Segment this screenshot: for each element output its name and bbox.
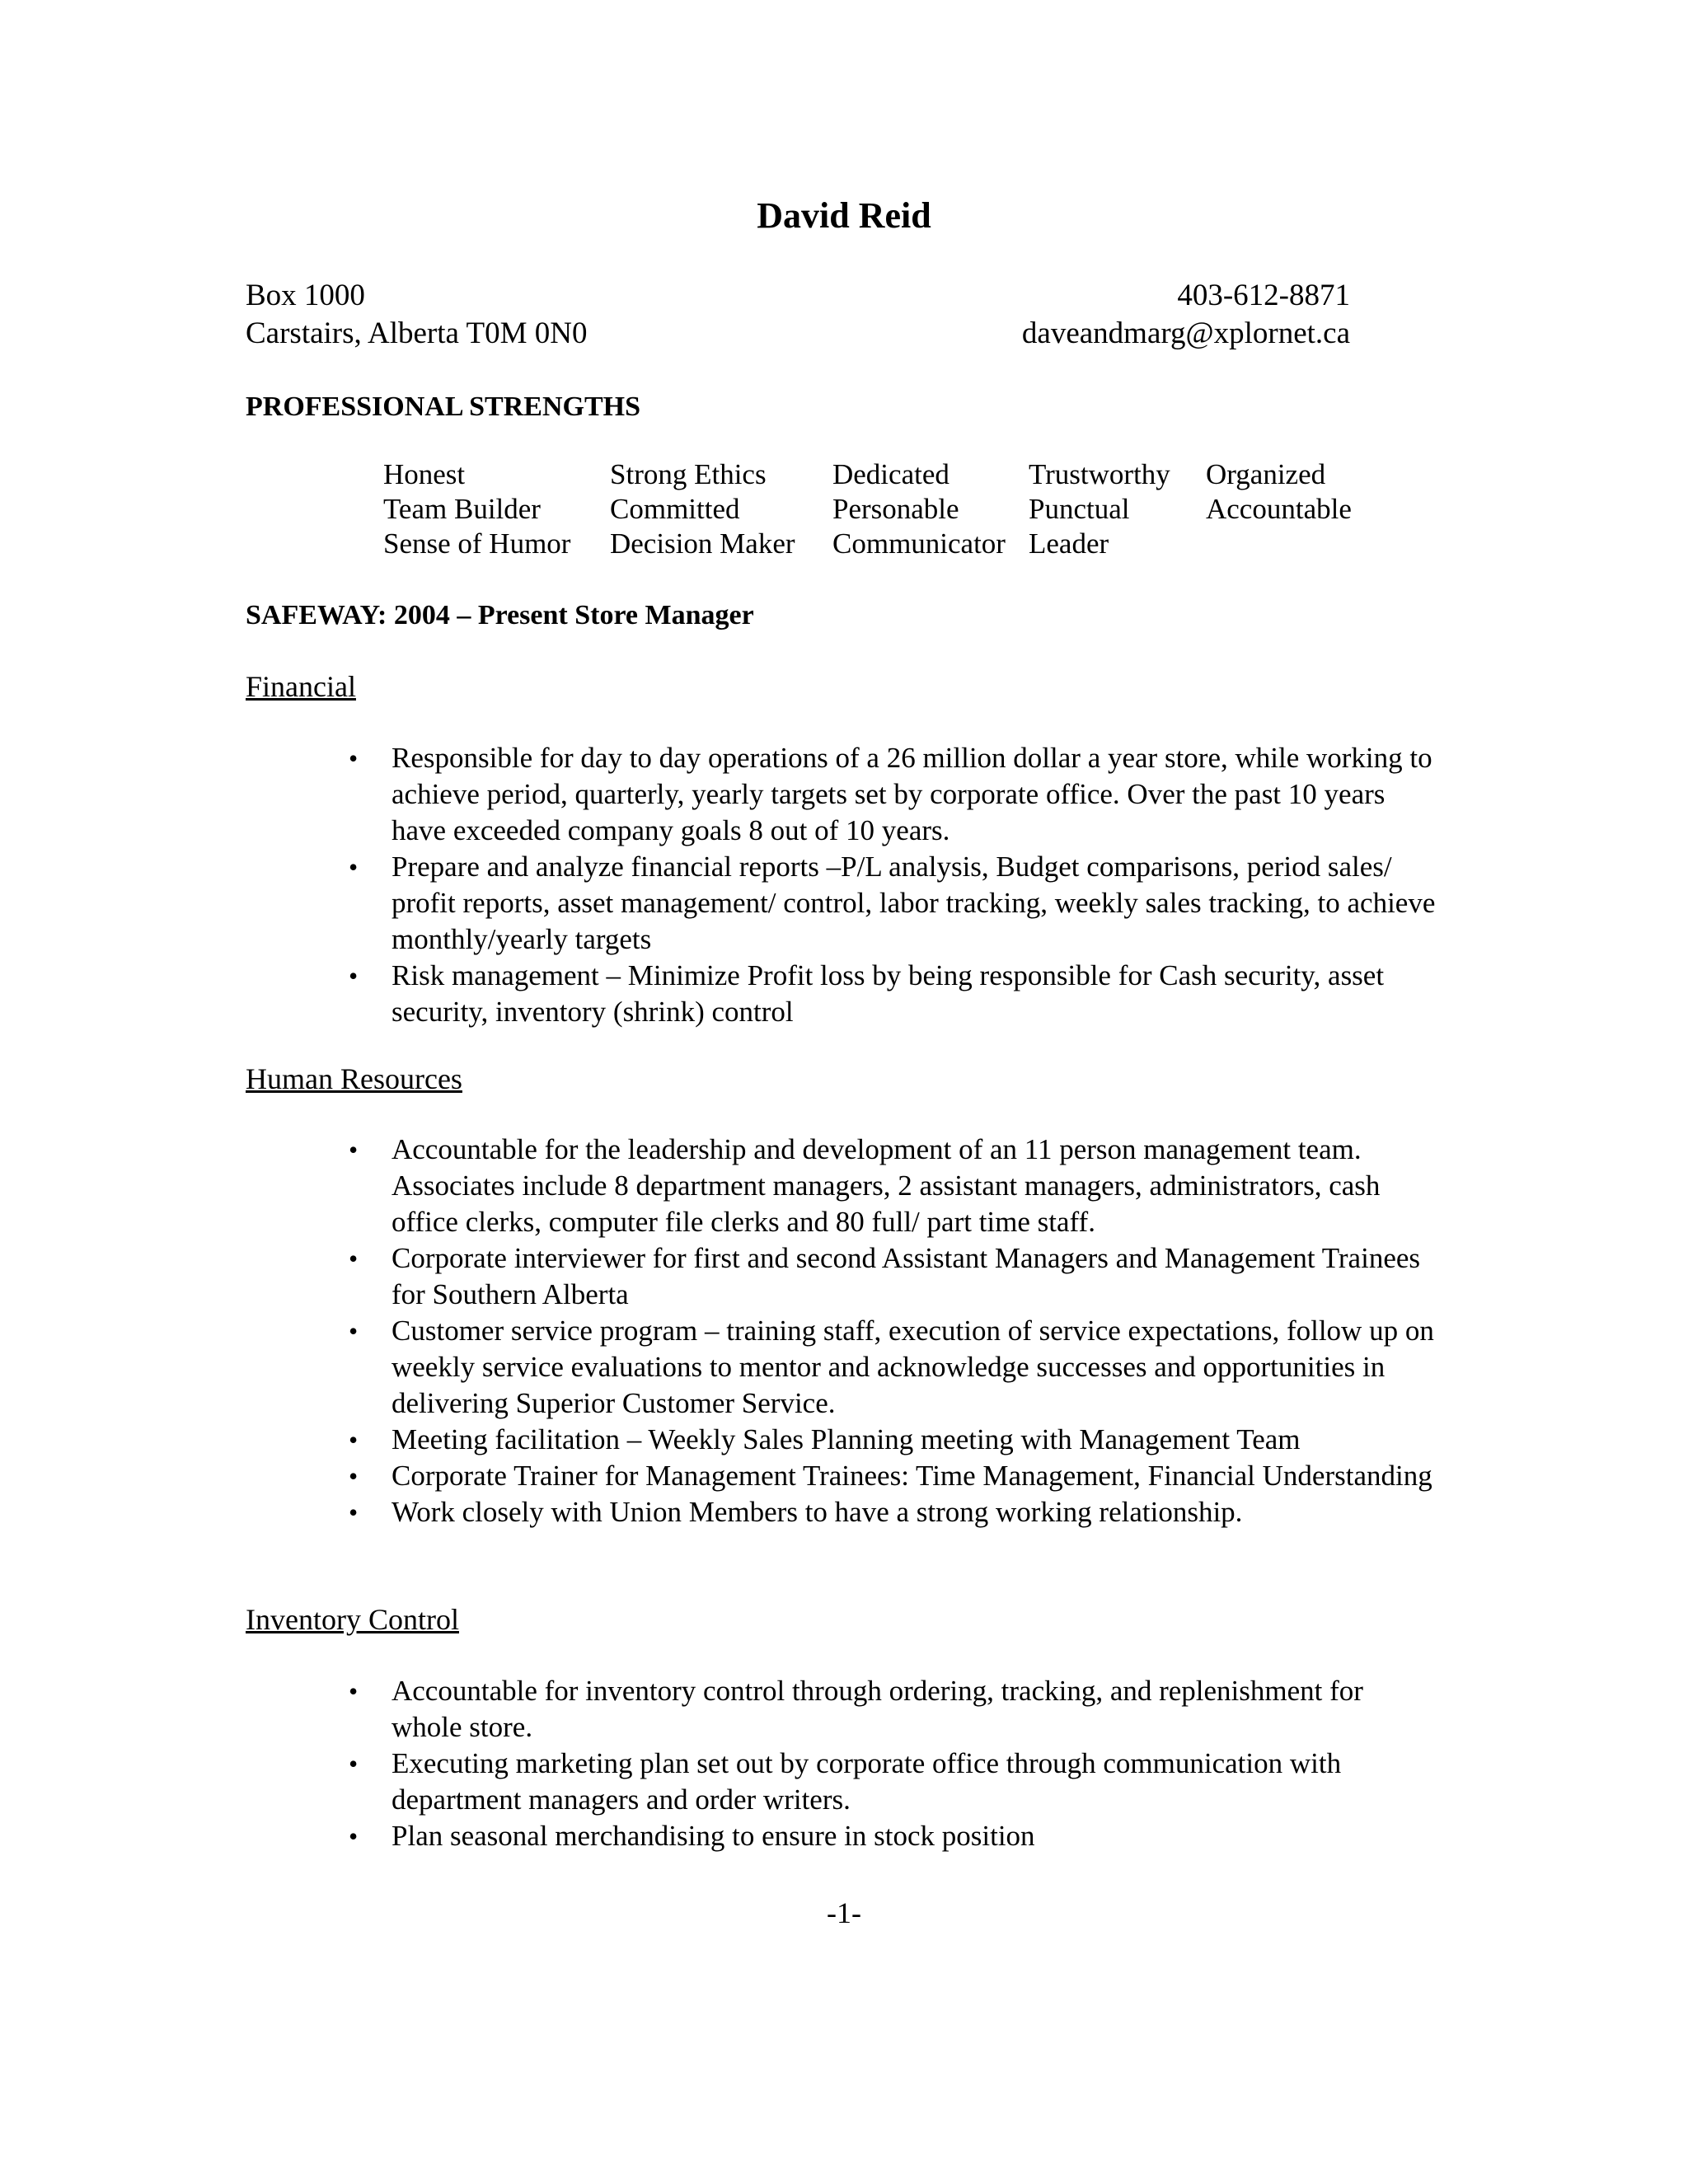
address-line-2: Carstairs, Alberta T0M 0N0 bbox=[246, 316, 588, 350]
list-item: • Plan seasonal merchandising to ensure in stock position bbox=[392, 1818, 1438, 1854]
financial-list bbox=[349, 740, 1438, 1030]
bullet-icon: • bbox=[349, 1497, 359, 1527]
address-line-1: Box 1000 bbox=[246, 279, 365, 312]
bullet-icon: • bbox=[349, 743, 359, 773]
list-item: • Customer service program – training staff, execution of service expectations, follow up on weekly service evaluations to mentor and acknowledge successes and opportunities in delivering Superior Customer Service. bbox=[349, 1315, 1434, 1419]
list-item: • Meeting facilitation – Weekly Sales Planning meeting with Management Team bbox=[392, 1422, 1438, 1458]
strength-item: Strong Ethics bbox=[610, 458, 767, 490]
bullet-icon: • bbox=[349, 1135, 359, 1165]
strength-item: Personable bbox=[832, 493, 959, 525]
phone-number: 403-612-8871 bbox=[1177, 279, 1350, 312]
candidate-name: David Reid bbox=[757, 195, 931, 236]
email-address: daveandmarg@xplornet.ca bbox=[1021, 316, 1350, 350]
strengths-heading: PROFESSIONAL STRENGTHS bbox=[246, 391, 640, 422]
strength-item: Accountable bbox=[1206, 493, 1352, 525]
bullet-icon: • bbox=[349, 961, 359, 991]
inventory-control-list bbox=[349, 1673, 1438, 1854]
strength-item: Honest bbox=[383, 458, 466, 490]
list-item: • Work closely with Union Members to have a strong working relationship. bbox=[392, 1494, 1438, 1530]
bullet-icon: • bbox=[349, 1316, 359, 1346]
strength-item: Team Builder bbox=[383, 493, 541, 525]
page-number: -1- bbox=[827, 1896, 861, 1929]
strength-item: Punctual bbox=[1029, 493, 1130, 525]
human-resources-list bbox=[349, 1132, 1438, 1530]
bullet-icon: • bbox=[349, 1676, 359, 1706]
list-item: • Corporate Trainer for Management Trainees: Time Management, Financial Understanding bbox=[392, 1458, 1438, 1494]
list-item: • Accountable for inventory control through ordering, tracking, and replenishment for whole store. bbox=[349, 1675, 1363, 1743]
strength-item: Decision Maker bbox=[610, 527, 795, 560]
list-item: • Responsible for day to day operations of a 26 million dollar a year store, while working to achieve period, quarterly, yearly targets set by corporate office. Over the past 10 years have exceeded company goals 8 out of 10 years. bbox=[349, 742, 1432, 846]
strength-item: Trustworthy bbox=[1029, 458, 1170, 490]
section-title-financial: Financial bbox=[246, 670, 356, 703]
job-heading: SAFEWAY: 2004 – Present Store Manager bbox=[246, 600, 754, 630]
strengths-grid bbox=[383, 457, 1379, 561]
strength-item: Leader bbox=[1029, 527, 1109, 560]
strength-item: Dedicated bbox=[832, 458, 950, 490]
list-item: • Executing marketing plan set out by corporate office through communication with department managers and order writers. bbox=[349, 1747, 1342, 1816]
strength-item: Committed bbox=[610, 493, 740, 525]
bullet-icon: • bbox=[349, 1749, 359, 1779]
strength-item: Organized bbox=[1206, 458, 1326, 490]
bullet-icon: • bbox=[349, 1425, 359, 1455]
strength-item: Communicator bbox=[832, 527, 1006, 560]
bullet-icon: • bbox=[349, 1461, 359, 1491]
strength-item bbox=[1206, 527, 1379, 561]
bullet-icon: • bbox=[349, 852, 359, 882]
bullet-icon: • bbox=[349, 1821, 359, 1851]
list-item: • Corporate interviewer for first and second Assistant Managers and Management Trainees for Southern Alberta bbox=[349, 1242, 1421, 1310]
strength-item: Sense of Humor bbox=[383, 527, 571, 560]
section-title-inventory-control: Inventory Control bbox=[246, 1603, 459, 1636]
bullet-icon: • bbox=[349, 1244, 359, 1273]
section-title-human-resources: Human Resources bbox=[246, 1062, 462, 1095]
list-item: • Risk management – Minimize Profit loss by being responsible for Cash security, asset security, inventory (shrink) control bbox=[349, 959, 1385, 1028]
contact-block bbox=[1022, 277, 1350, 353]
list-item: • Prepare and analyze financial reports –P/L analysis, Budget comparisons, period sales/ profit reports, asset management/ control, labor tracking, weekly sales tracking, to achieve monthly/yearly targets bbox=[349, 851, 1436, 955]
address-block bbox=[246, 277, 587, 353]
list-item: • Accountable for the leadership and development of an 11 person management team. Associates include 8 department managers, 2 assistant managers, administrators, cash office clerks, computer file clerks and 80 full/ part time staff. bbox=[349, 1133, 1381, 1238]
